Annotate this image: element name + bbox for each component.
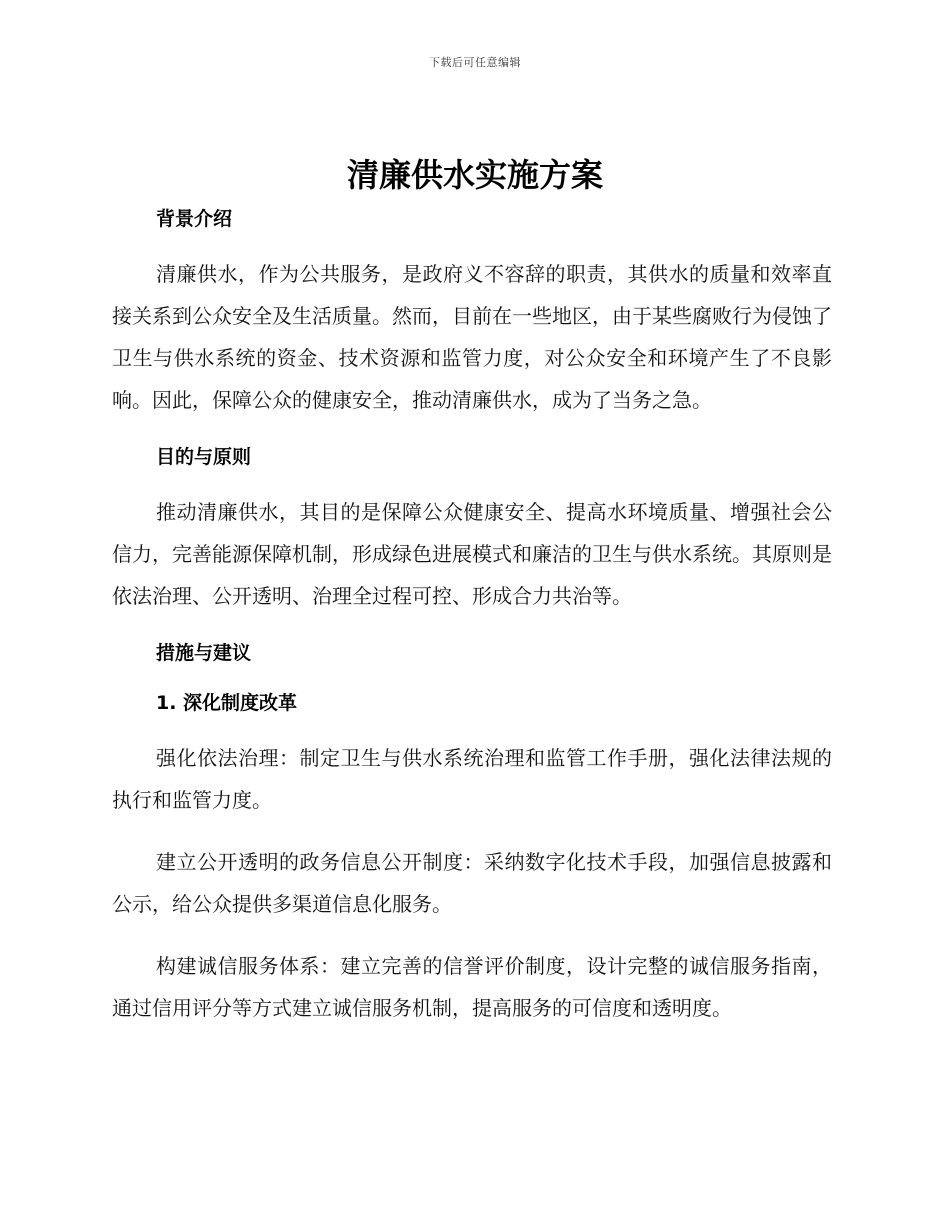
paragraph-background: 清廉供水，作为公共服务，是政府义不容辞的职责，其供水的质量和效率直接关系到公众安全及生活质量。然而，目前在一些地区，由于某些腐败行为侵蚀了卫生与供水系统的资金、技术资源和监管力度，对公众安全和环境产生了不良影响。因此，保障公众的健康安全，推动清廉供水，成为了当务之急。 xyxy=(112,262,832,412)
paragraph-measure-3: 构建诚信服务体系：建立完善的信誉评价制度，设计完整的诚信服务指南，通过信用评分等方式建立诚信服务机制，提高服务的可信度和透明度。 xyxy=(112,954,832,1020)
section-heading-purpose: 目的与原则 xyxy=(156,446,252,468)
paragraph-measure-1: 强化依法治理：制定卫生与供水系统治理和监管工作手册，强化法律法规的执行和监管力度。 xyxy=(112,746,832,812)
paragraph-measure-2: 建立公开透明的政务信息公开制度：采纳数字化技术手段，加强信息披露和公示，给公众提供多渠道信息化服务。 xyxy=(112,850,832,916)
section-heading-measures: 措施与建议 xyxy=(156,642,252,664)
paragraph-purpose: 推动清廉供水，其目的是保障公众健康安全、提高水环境质量、增强社会公信力，完善能源保障机制，形成绿色进展模式和廉洁的卫生与供水系统。其原则是依法治理、公开透明、治理全过程可控、形成合力共治等。 xyxy=(112,500,832,608)
section-heading-background: 背景介绍 xyxy=(156,208,233,230)
document-body xyxy=(112,203,832,1049)
header-note: 下载后可任意编辑 xyxy=(429,56,521,69)
subsection-heading-reform: 1. 深化制度改革 xyxy=(156,692,298,714)
document-title: 清廉供水实施方案 xyxy=(346,156,603,194)
